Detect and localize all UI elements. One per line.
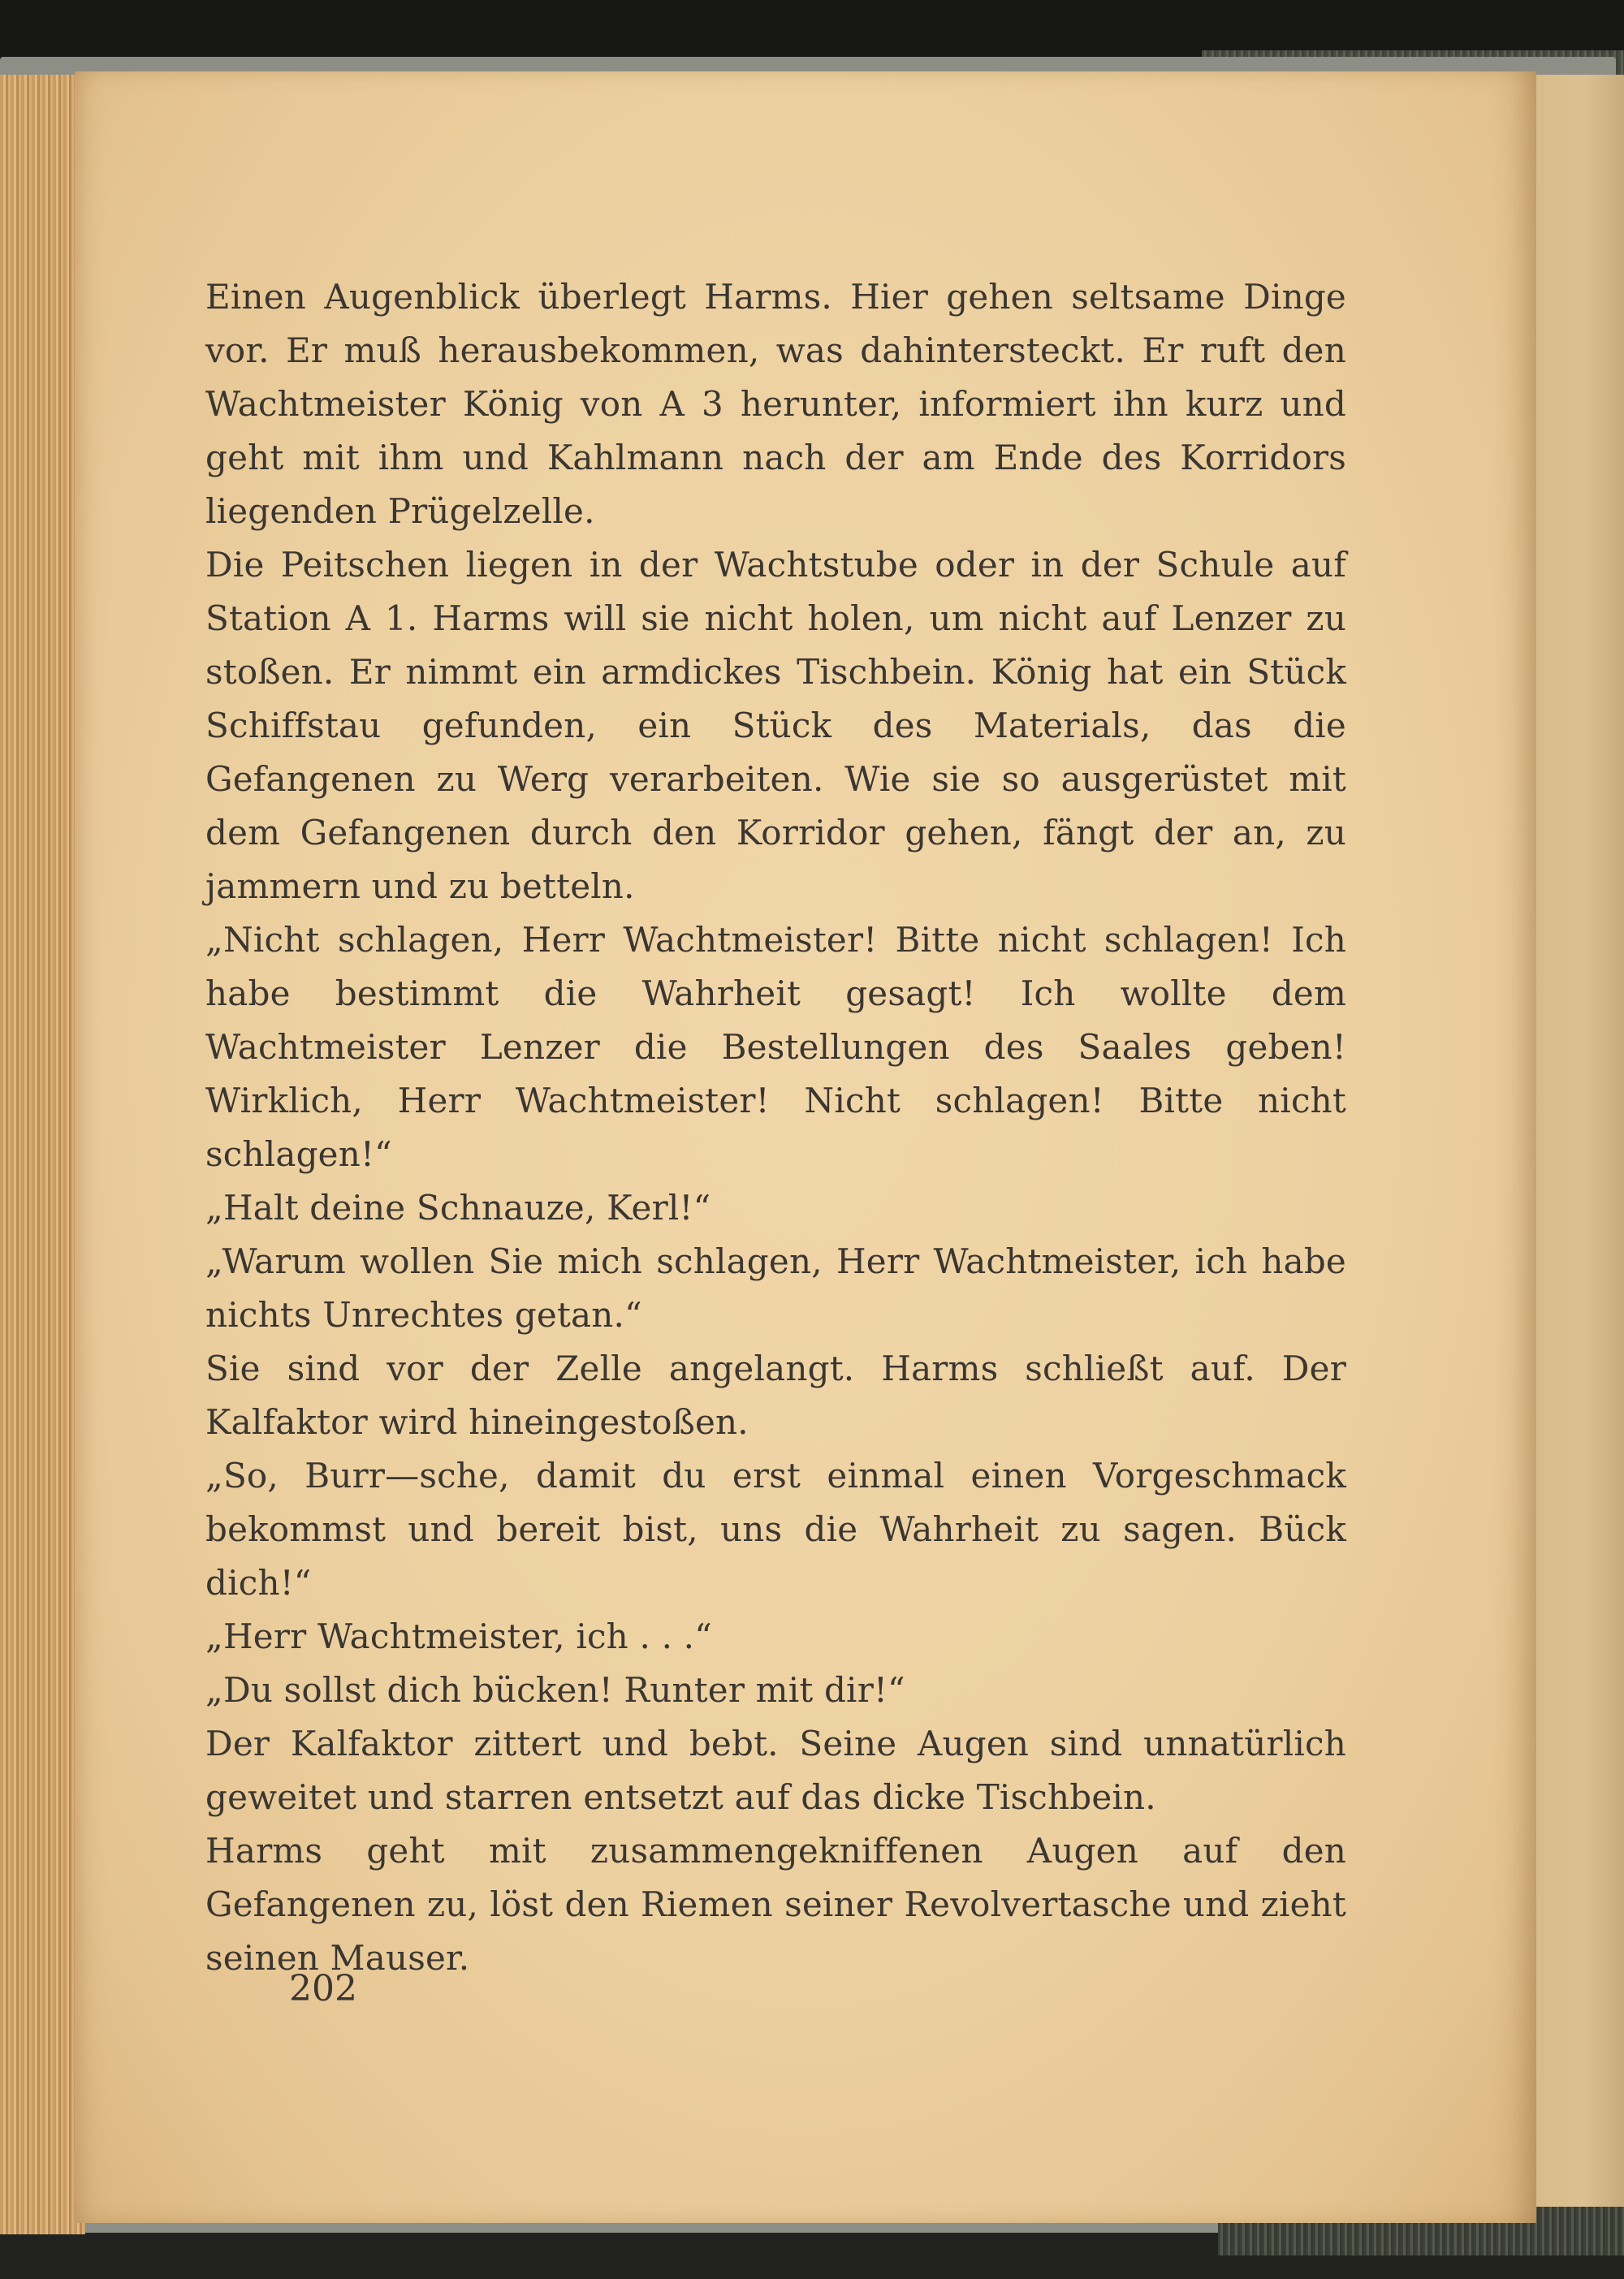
paragraph: Der Kalfaktor zittert und bebt. Seine Augen sind unnatürlich geweitet und starren entsetzt auf das dicke Tischbein. <box>205 1724 1346 1817</box>
paragraph: Sie sind vor der Zelle angelangt. Harms schließt auf. Der Kalfaktor wird hineingestoßen. <box>205 1349 1346 1442</box>
paragraph: „Warum wollen Sie mich schlagen, Herr Wachtmeister, ich habe nichts Unrechtes getan.“ <box>205 1241 1346 1335</box>
paragraph: Einen Augenblick überlegt Harms. Hier gehen seltsame Dinge vor. Er muß herausbekommen, was dahintersteckt. Er ruft den Wachtmeister König von A 3 herunter, informiert ihn kurz und geht mit ihm und Kahlmann nach der am Ende des Korridors liegenden Prügelzelle. <box>205 277 1346 531</box>
paragraph: „Nicht schlagen, Herr Wachtmeister! Bitte nicht schlagen! Ich habe bestimmt die Wahrheit gesagt! Ich wollte dem Wachtmeister Lenzer die Bestellungen des Saales geben! Wirklich, Herr Wachtmeister! Nicht schlagen! Bitte nicht schlagen!“ <box>205 920 1346 1174</box>
right-page-edge <box>1525 75 1624 2218</box>
page-number: 202 <box>289 1968 357 2009</box>
page-stack-edge <box>0 75 85 2234</box>
paragraph: „So, Burr—sche, damit du erst einmal einen Vorgeschmack bekommst und bereit bist, uns die Wahrheit zu sagen. Bück dich!“ <box>205 1456 1346 1603</box>
paragraph: „Du sollst dich bücken! Runter mit dir!“ <box>205 1670 905 1710</box>
paragraph: Harms geht mit zusammengekniffenen Augen auf den Gefangenen zu, löst den Riemen seiner Revolvertasche und zieht seinen Mauser. <box>205 1831 1346 1978</box>
page-body <box>205 270 1346 1985</box>
paragraph: „Herr Wachtmeister, ich . . .“ <box>205 1616 712 1656</box>
paragraph: Die Peitschen liegen in der Wachtstube oder in der Schule auf Station A 1. Harms will sie nicht holen, um nicht auf Lenzer zu stoßen. Er nimmt ein armdickes Tischbein. König hat ein Stück Schiffstau gefunden, ein Stück des Materials, das die Gefangenen zu Werg verarbeiten. Wie sie so ausgerüstet mit dem Gefangenen durch den Korridor gehen, fängt der an, zu jammern und zu betteln. <box>205 545 1346 906</box>
paragraph: „Halt deine Schnauze, Kerl!“ <box>205 1188 711 1228</box>
